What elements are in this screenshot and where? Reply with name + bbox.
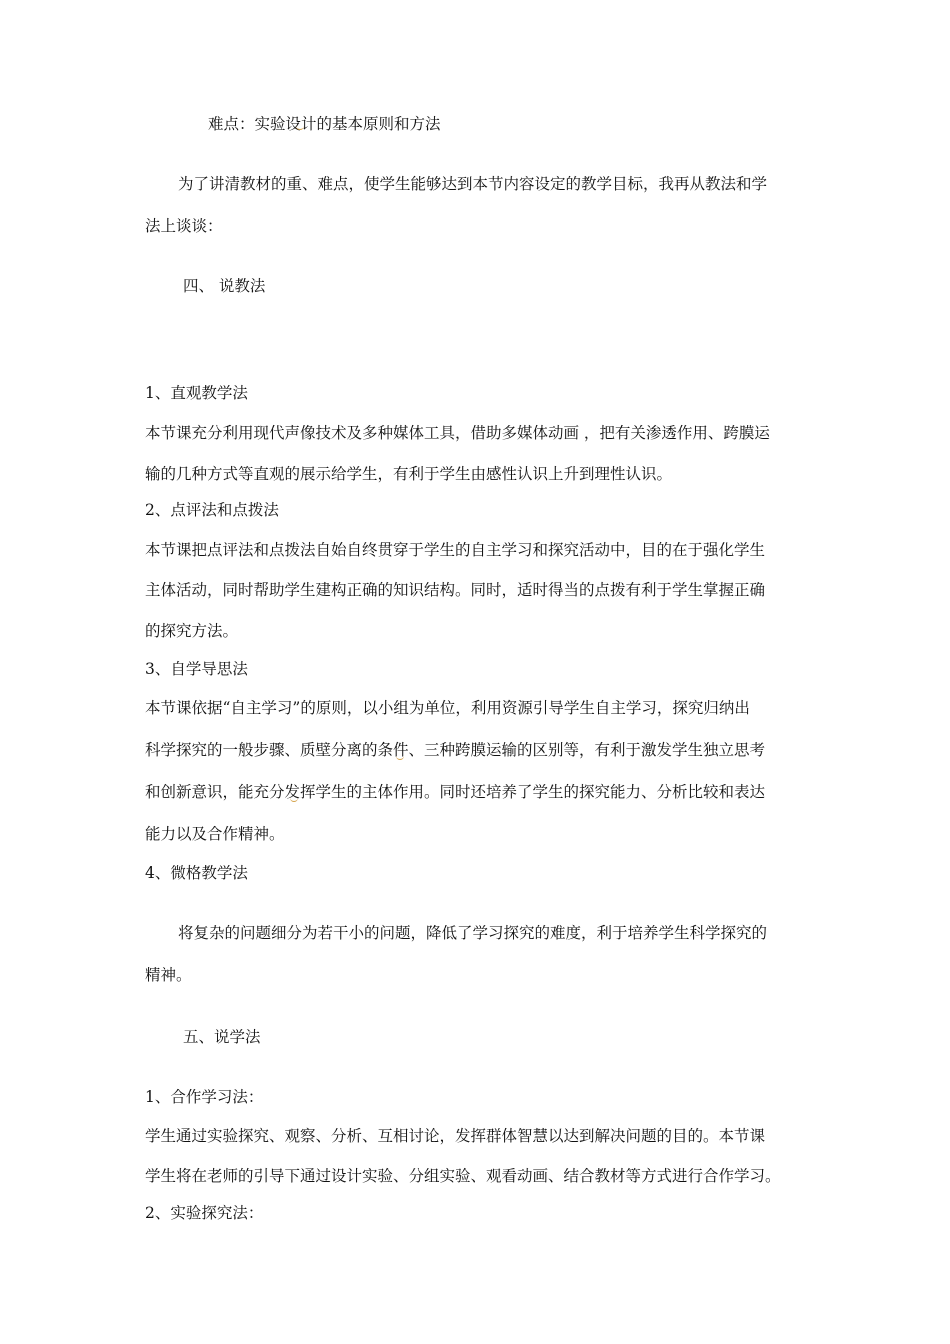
section-4-item-3-line-4: 能力以及合作精神。	[145, 825, 285, 843]
section-5-item-1-heading: 1、合作学习法：	[145, 1088, 264, 1106]
section-4-item-2-line-2: 主体活动，同时帮助学生建构正确的知识结构。同时，适时得当的点拨有利于学生掌握正确	[145, 581, 766, 599]
section-4-item-3-line-3: 和创新意识，能充分发挥学生的主体作用。同时还培养了学生的探究能力、分析比较和表达	[145, 783, 766, 801]
section-4-item-1-line-2: 输的几种方式等直观的展示给学生，有利于学生由感性认识上升到理性认识。	[145, 465, 673, 483]
intro-line-1: 为了讲清教材的重、难点，使学生能够达到本节内容设定的教学目标，我再从教法和学	[178, 175, 768, 193]
section-4-item-2-line-1: 本节课把点评法和点拨法自始自终贯穿于学生的自主学习和探究活动中，目的在于强化学生	[145, 541, 766, 559]
section-5-item-1-line-2: 学生将在老师的引导下通过设计实验、分组实验、观看动画、结合教材等方式进行合作学习。	[145, 1167, 781, 1185]
section-5-item-1-line-1: 学生通过实验探究、观察、分析、互相讨论，发挥群体智慧以达到解决问题的目的。本节课	[145, 1127, 766, 1145]
difficulty-line: 难点：实验设计的基本原则和方法	[208, 115, 441, 133]
section-4-title: 四、 说教法	[183, 277, 266, 295]
section-4-item-1-heading: 1、直观教学法	[145, 384, 248, 402]
section-4-item-2-heading: 2、点评法和点拨法	[145, 501, 279, 519]
section-4-item-3-heading: 3、自学导思法	[145, 660, 248, 678]
section-4-item-3-line-1: 本节课依据“自主学习”的原则，以小组为单位，利用资源引导学生自主学习，探究归纳出	[145, 699, 750, 717]
section-4-item-3-line-2: 科学探究的一般步骤、质壁分离的条件、三种跨膜运输的区别等，有利于激发学生独立思考	[145, 741, 766, 759]
section-4-item-4-line-1: 将复杂的问题细分为若干小的问题，降低了学习探究的难度，利于培养学生科学探究的	[178, 924, 768, 942]
section-4-item-4-heading: 4、微格教学法	[145, 864, 248, 882]
intro-line-2: 法上谈谈：	[145, 217, 223, 235]
section-5-item-2-heading: 2、实验探究法：	[145, 1204, 264, 1222]
section-4-item-1-line-1: 本节课充分利用现代声像技术及多种媒体工具，借助多媒体动画 ，把有关渗透作用、跨膜运	[145, 424, 770, 442]
section-4-item-2-line-3: 的探究方法。	[145, 622, 239, 640]
section-4-item-4-line-2: 精神。	[145, 966, 192, 984]
section-5-title: 五、说学法	[183, 1028, 261, 1046]
